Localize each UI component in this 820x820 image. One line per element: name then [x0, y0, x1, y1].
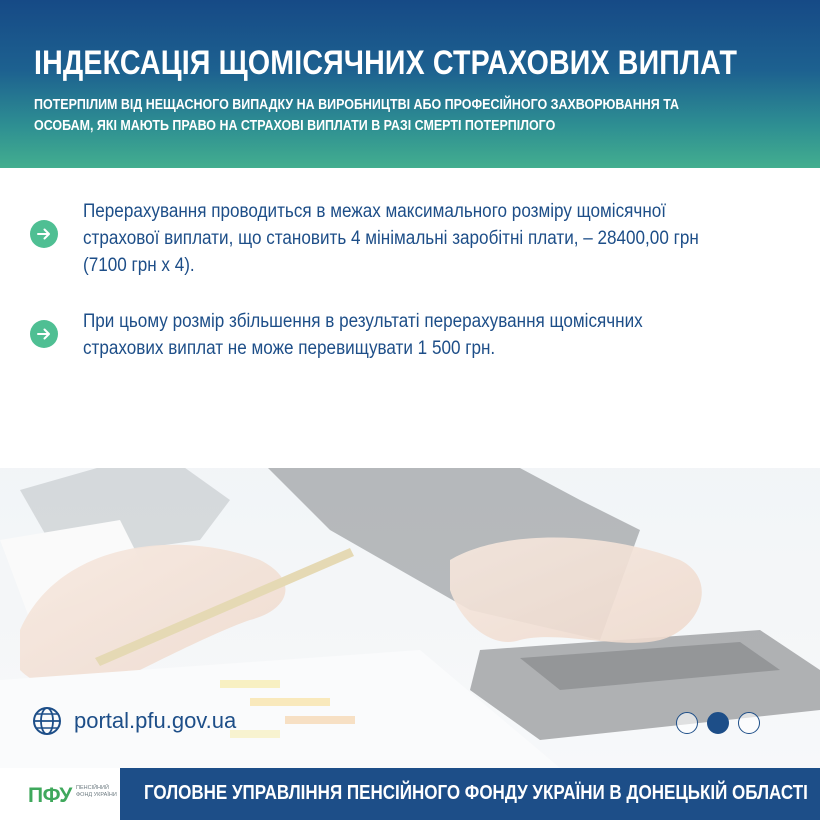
arrow-right-icon [30, 320, 58, 348]
bullet-line: страхової виплати, що становить 4 мінімальні заробітні плати, – 28400,00 грн [83, 228, 699, 249]
logo-mark: ПФУ [28, 784, 72, 807]
subtitle-line: ОСОБАМ, ЯКІ МАЮТЬ ПРАВО НА СТРАХОВІ ВИПЛАТИ В РАЗІ СМЕРТІ ПОТЕРПІЛОГО [34, 118, 556, 134]
pagination-dots [676, 712, 766, 738]
globe-icon [32, 706, 62, 736]
pagination-dot-1[interactable] [676, 712, 698, 734]
website-url[interactable]: portal.pfu.gov.ua [74, 708, 237, 733]
arrow-right-icon [30, 220, 58, 248]
footer-bar [0, 768, 820, 820]
content-area [0, 168, 820, 468]
bullet-line: При цьому розмір збільшення в результаті перерахування щомісячних [83, 311, 643, 332]
subtitle-line: ПОТЕРПІЛИМ ВІД НЕЩАСНОГО ВИПАДКУ НА ВИРОБНИЦТВІ АБО ПРОФЕСІЙНОГО ЗАХВОРЮВАННЯ ТА [34, 97, 680, 113]
bullet-text [83, 198, 699, 279]
bullet-text [83, 308, 643, 362]
header-banner [0, 0, 820, 168]
footer-organization-name: ГОЛОВНЕ УПРАВЛІННЯ ПЕНСІЙНОГО ФОНДУ УКРАЇНИ В ДОНЕЦЬКІЙ ОБЛАСТІ [144, 782, 808, 804]
pfu-logo [28, 782, 118, 810]
footer-band [120, 768, 820, 820]
bullet-line: Перерахування проводиться в межах максимального розміру щомісячної [83, 201, 667, 222]
logo-caption: ПЕНСІЙНИЙ ФОНД УКРАЇНИ [76, 785, 117, 798]
bullet-line: (7100 грн х 4). [83, 255, 195, 276]
pagination-dot-2-active[interactable] [707, 712, 729, 734]
page-subtitle [34, 95, 774, 137]
page-title: ІНДЕКСАЦІЯ ЩОМІСЯЧНИХ СТРАХОВИХ ВИПЛАТ [34, 44, 738, 82]
pagination-dot-3[interactable] [738, 712, 760, 734]
bullet-line: страхових виплат не може перевищувати 1 500 грн. [83, 338, 496, 359]
